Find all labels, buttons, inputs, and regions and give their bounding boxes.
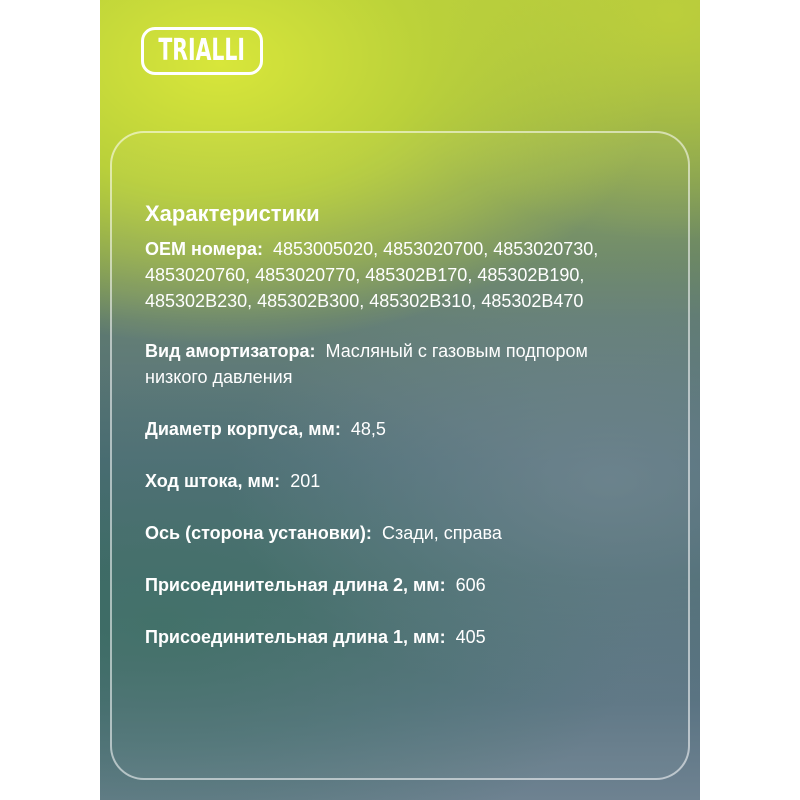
spec-label: Вид амортизатора:	[145, 341, 316, 361]
spec-oem-numbers	[145, 236, 625, 314]
spec-label: Присоединительная длина 2, мм:	[145, 575, 446, 595]
spec-value: 4853005020, 4853020700, 4853020730, 4853020760, 4853020770, 485302B170, 485302B190, 485302B230, 485302B300, 485302B310, 485302B470	[145, 239, 599, 311]
specs-content	[145, 200, 625, 650]
spec-value: 201	[290, 471, 321, 491]
spec-mount-length-1	[145, 624, 625, 650]
spec-label: Присоединительная длина 1, мм:	[145, 627, 446, 647]
product-info-panel	[100, 0, 700, 800]
spec-label: Диаметр корпуса, мм:	[145, 419, 341, 439]
spec-mount-length-2	[145, 572, 625, 598]
specs-title: Характеристики	[145, 201, 320, 226]
spec-label: Ход штока, мм:	[145, 471, 281, 491]
spec-value: Масляный с газовым подпором низкого давления	[145, 341, 588, 387]
spec-value: 405	[455, 627, 486, 647]
spec-value: Сзади, справа	[381, 523, 502, 543]
spec-label: Ось (сторона установки):	[145, 523, 372, 543]
trialli-logo	[141, 27, 263, 75]
spec-value: 606	[455, 575, 486, 595]
spec-body-diameter	[145, 416, 625, 442]
logo-text: TRIALLI	[158, 33, 246, 68]
spec-rod-stroke	[145, 468, 625, 494]
spec-value: 48,5	[350, 419, 386, 439]
spec-shock-type	[145, 338, 625, 390]
spec-label: OEM номера:	[145, 239, 263, 259]
spec-axle-side	[145, 520, 625, 546]
